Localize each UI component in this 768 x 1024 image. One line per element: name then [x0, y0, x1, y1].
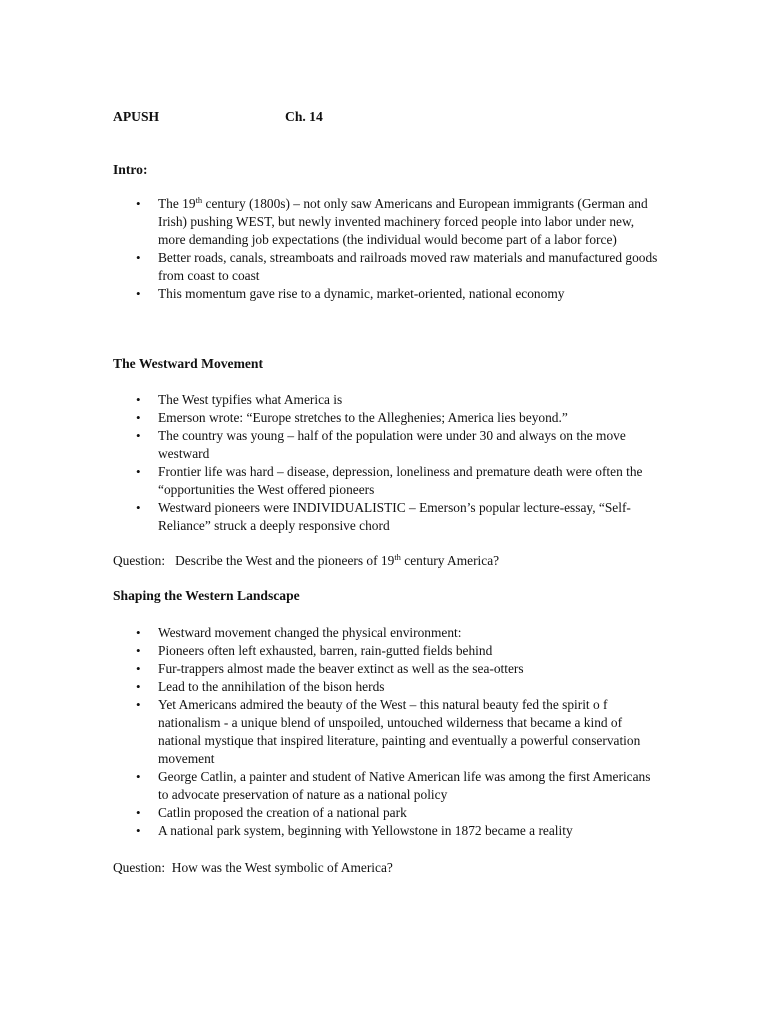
list-item: • Frontier life was hard – disease, depression, loneliness and premature death were often the “opportunities the West offered pioneers: [158, 463, 658, 499]
landscape-question: Question: How was the West symbolic of America?: [113, 860, 393, 875]
list-item: • Lead to the annihilation of the bison herds: [158, 678, 658, 696]
document-header: [113, 109, 323, 125]
list-item: • This momentum gave rise to a dynamic, market-oriented, national economy: [158, 285, 658, 303]
list-item: • Pioneers often left exhausted, barren, rain-gutted fields behind: [158, 642, 658, 660]
landscape-heading: Shaping the Western Landscape: [113, 588, 300, 603]
list-item: • Better roads, canals, streamboats and railroads moved raw materials and manufactured goods from coast to coast: [158, 249, 658, 285]
chapter-title: Ch. 14: [285, 109, 323, 124]
list-item: • Yet Americans admired the beauty of the West – this natural beauty fed the spirit o f nationalism - a unique blend of unspoiled, untouched wilderness that became a kind of national mystique that inspired literature, painting and eventually a powerful conservation movement: [158, 696, 658, 768]
intro-bullet-list: [158, 195, 658, 303]
westward-question: Question: Describe the West and the pioneers of 19th century America?: [113, 552, 500, 568]
list-item: • The country was young – half of the population were under 30 and always on the move westward: [158, 427, 658, 463]
list-item: • A national park system, beginning with Yellowstone in 1872 became a reality: [158, 822, 658, 840]
list-item: • Westward movement changed the physical environment:: [158, 624, 658, 642]
list-item: • Westward pioneers were INDIVIDUALISTIC – Emerson’s popular lecture-essay, “Self-Reliance” struck a deeply responsive chord: [158, 499, 658, 535]
list-item: • Fur-trappers almost made the beaver extinct as well as the sea-otters: [158, 660, 658, 678]
list-item: • The West typifies what America is: [158, 391, 658, 409]
landscape-bullet-list: [158, 624, 658, 840]
list-item: • The 19th century (1800s) – not only saw Americans and European immigrants (German and Irish) pushing WEST, but newly invented machinery forced people into labor under new, more demanding job expectations (the individual would become part of a labor force): [158, 195, 658, 249]
course-title: APUSH: [113, 109, 160, 124]
question-label: Question:: [113, 553, 166, 568]
intro-heading: Intro:: [113, 162, 148, 177]
westward-bullet-list: [158, 391, 658, 535]
list-item: • Emerson wrote: “Europe stretches to the Alleghenies; America lies beyond.”: [158, 409, 658, 427]
list-item: • George Catlin, a painter and student of Native American life was among the first Americans to advocate preservation of nature as a national policy: [158, 768, 658, 804]
question-label: Question:: [113, 860, 166, 875]
list-item: • Catlin proposed the creation of a national park: [158, 804, 658, 822]
westward-heading: The Westward Movement: [113, 356, 264, 371]
